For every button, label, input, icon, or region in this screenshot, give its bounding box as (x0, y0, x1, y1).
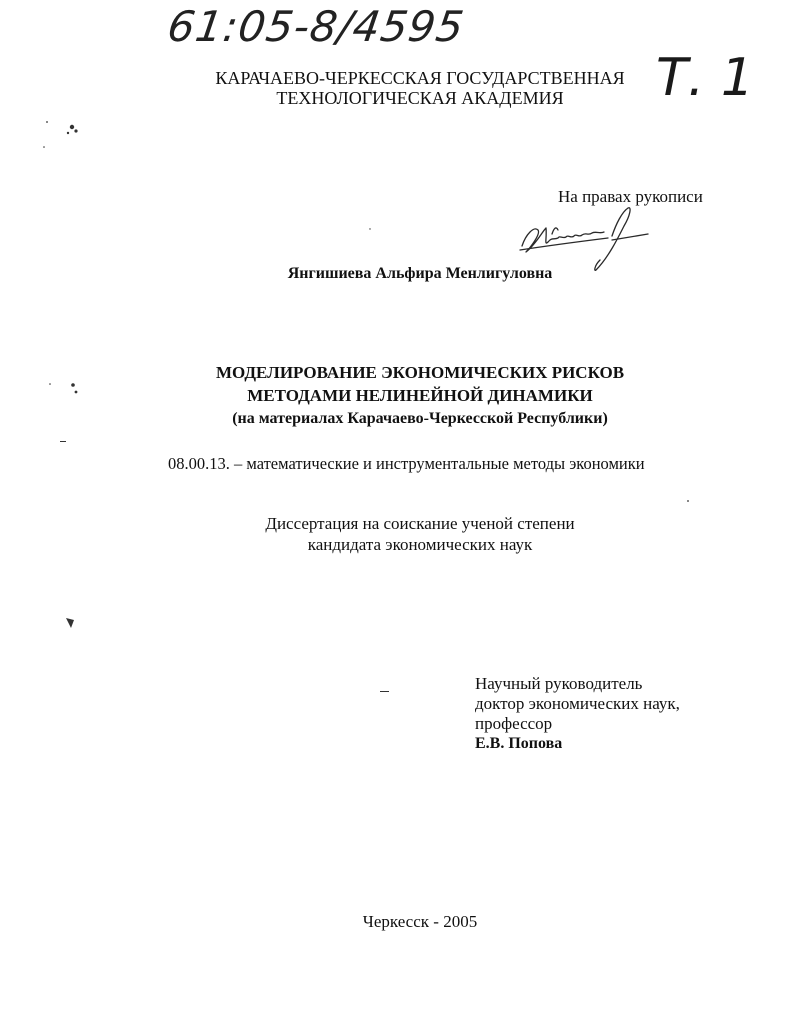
city-year: Черкесск - 2005 (362, 912, 478, 931)
supervisor-role: Научный руководитель (475, 674, 643, 693)
degree-line-2: кандидата экономических наук (307, 535, 533, 554)
author-name: Янгишиева Альфира Менлигуловна (287, 265, 553, 282)
handwritten-volume-mark: Т. 1 (656, 48, 754, 108)
rights-note: На правах рукописи (558, 187, 703, 206)
organization-line-2: ТЕХНОЛОГИЧЕСКАЯ АКАДЕМИЯ (276, 88, 564, 108)
title-subtitle: (на материалах Карачаево-Черкесской Республики) (232, 410, 608, 427)
handwritten-archive-number: 61:05-8/4595 (164, 2, 468, 51)
degree-line-1: Диссертация на соискание ученой степени (265, 514, 575, 533)
specialty-code: 08.00.13. – математические и инструментальные методы экономики (168, 454, 645, 473)
title-line-2: МЕТОДАМИ НЕЛИНЕЙНОЙ ДИНАМИКИ (247, 386, 593, 405)
organization-line-1: КАРАЧАЕВО-ЧЕРКЕССКАЯ ГОСУДАРСТВЕННАЯ (215, 68, 625, 88)
supervisor-name: Е.В. Попова (475, 735, 563, 752)
title-line-1: МОДЕЛИРОВАНИЕ ЭКОНОМИЧЕСКИХ РИСКОВ (215, 363, 625, 382)
supervisor-rank: профессор (475, 714, 553, 733)
supervisor-degree: доктор экономических наук, (475, 694, 680, 713)
